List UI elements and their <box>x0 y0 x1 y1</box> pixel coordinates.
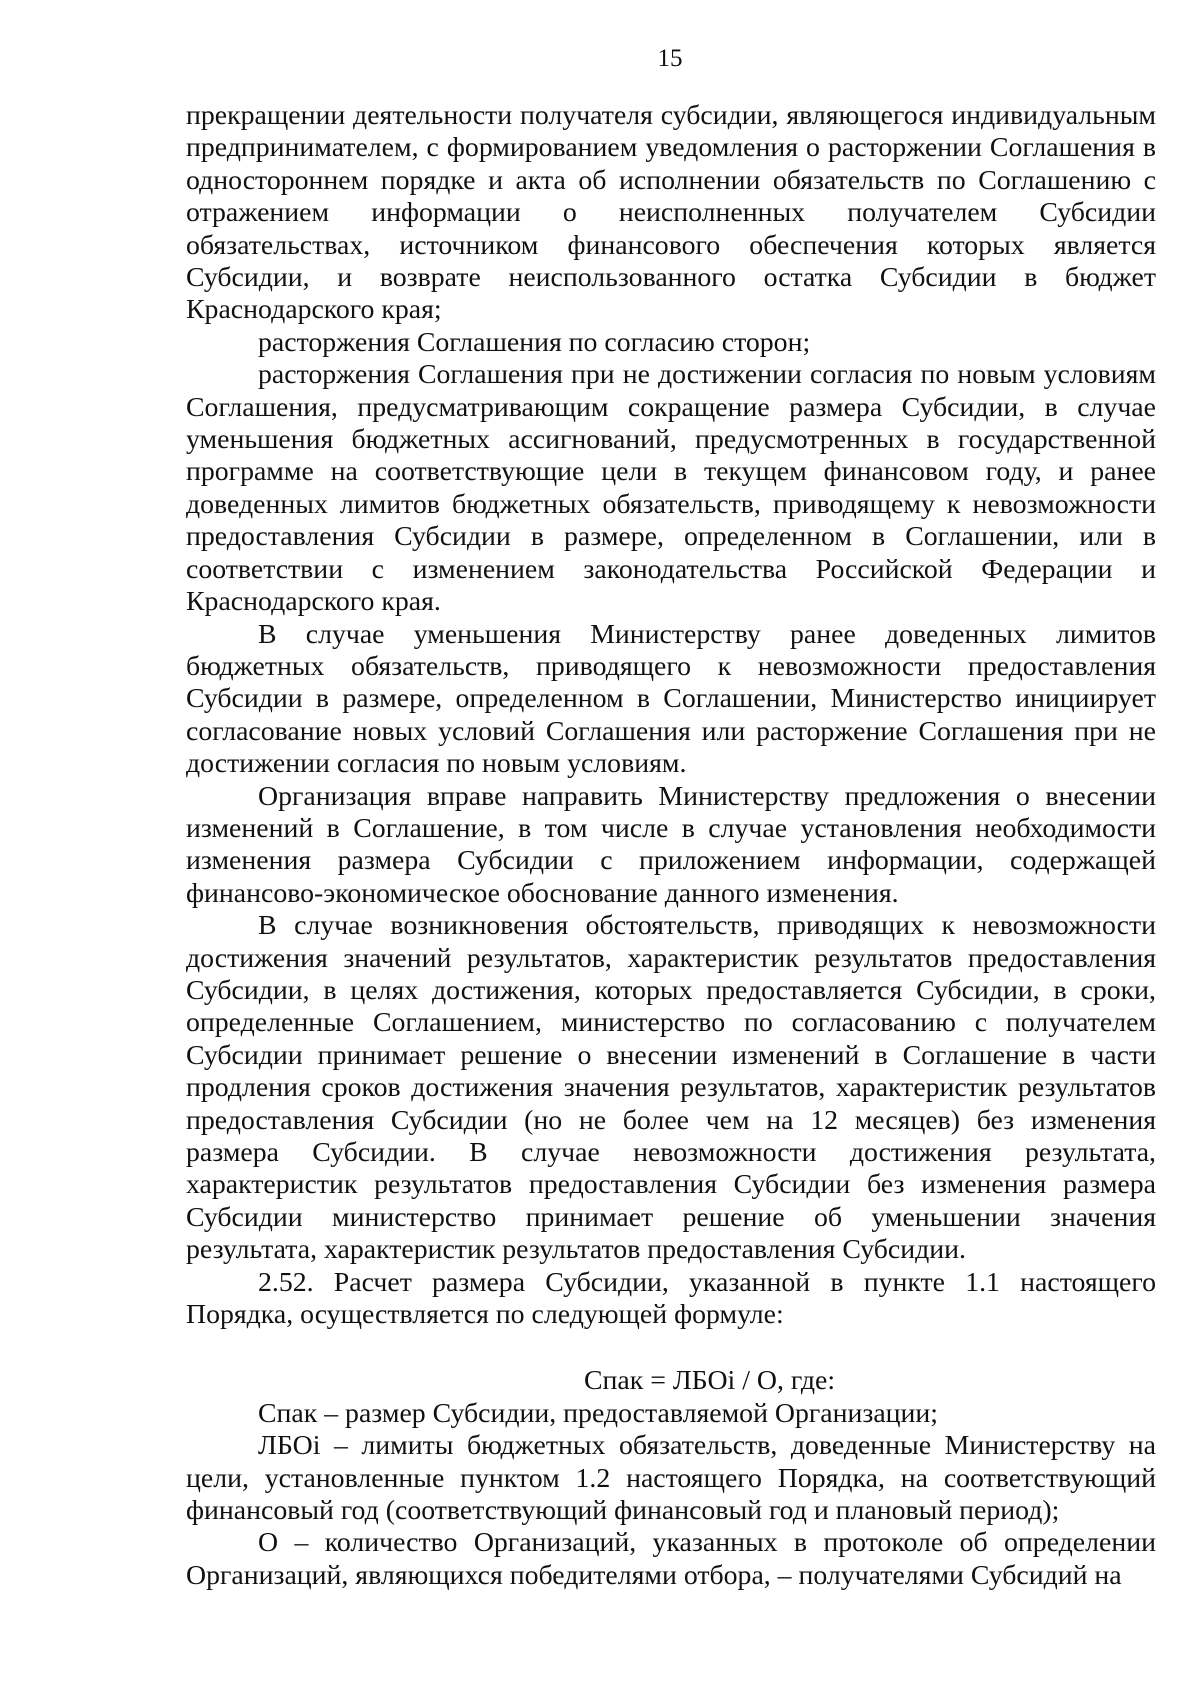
page-number: 15 <box>657 45 683 72</box>
paragraph-circumstances: В случае возникновения обстоятельств, приводящих к невозможности достижения значений результатов, характеристик результатов предоставления Субсидии, в целях достижения, которых предоставляется Субсидии, в сроки, определенные Соглашением, министерство по согласованию с получателем Субсидии принимает решение о внесении изменений в Соглашение в части продления сроков достижения значения результатов, характеристик результатов предоставления Субсидии (но не более чем на 12 месяцев) без изменения размера Субсидии. В случае невозможности достижения результата, характеристик результатов предоставления Субсидии без изменения размера Субсидии министерство принимает решение об уменьшении значения результата, характеристик результатов предоставления Субсидии. <box>186 910 1156 1266</box>
paragraph-definition-lboi: ЛБОi – лимиты бюджетных обязательств, доведенные Министерству на цели, установленные пунктом 1.2 настоящего Порядка, на соответствующий финансовый год (соответствующий финансовый год и плановый период); <box>186 1430 1156 1527</box>
paragraph-termination-no-agreement: расторжения Соглашения при не достижении согласия по новым условиям Соглашения, предусматривающим сокращение размера Субсидии, в случае уменьшения бюджетных ассигнований, предусмотренных в государственной программе на соответствующие цели в текущем финансовом году, и ранее доведенных лимитов бюджетных обязательств, приводящему к невозможности предоставления Субсидии в размере, определенном в Соглашении, или в соответствии с изменением законодательства Российской Федерации и Краснодарского края. <box>186 359 1156 618</box>
paragraph-calculation-clause: 2.52. Расчет размера Субсидии, указанной в пункте 1.1 настоящего Порядка, осуществляется по следующей формуле: <box>186 1266 1156 1331</box>
document-body <box>186 100 1156 1592</box>
paragraph-amendment-proposals: Организация вправе направить Министерству предложения о внесении изменений в Соглашение, в том числе в случае установления необходимости изменения размера Субсидии с приложением информации, содержащей финансово-экономическое обоснование данного изменения. <box>186 780 1156 909</box>
formula: Спак = ЛБОi / О, где: <box>584 1365 836 1397</box>
paragraph-definition-spak: Спак – размер Субсидии, предоставляемой Организации; <box>258 1397 939 1429</box>
paragraph-termination-consent: расторжения Соглашения по согласию сторон; <box>258 326 811 358</box>
paragraph-definition-o: О – количество Организаций, указанных в протоколе об определении Организаций, являющихся победителями отбора, – получателями Субсидий на <box>186 1527 1156 1591</box>
paragraph-limits-reduction: В случае уменьшения Министерству ранее доведенных лимитов бюджетных обязательств, приводящего к невозможности предоставления Субсидии в размере, определенном в Соглашении, Министерство инициирует согласование новых условий Соглашения или расторжение Соглашения при не достижении согласия по новым условиям. <box>186 618 1156 780</box>
paragraph-termination-entrepreneur: прекращении деятельности получателя субсидии, являющегося индивидуальным предпринимателем, с формированием уведомления о расторжении Соглашения в одностороннем порядке и акта об исполнении обязательств по Соглашению с отражением информации о неисполненных получателем Субсидии обязательствах, источником финансового обеспечения которых является Субсидии, и возврате неиспользованного остатка Субсидии в бюджет Краснодарского края; <box>186 100 1156 326</box>
